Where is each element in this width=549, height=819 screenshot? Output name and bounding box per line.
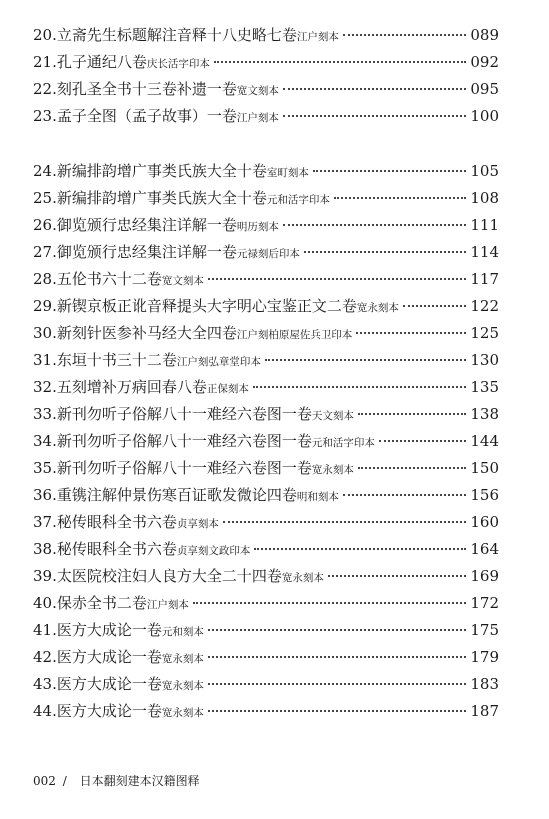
entry-title: 五伦书六十二卷 — [56, 270, 162, 288]
entry-page-number: 175 — [470, 621, 499, 639]
toc-entry[interactable] — [33, 239, 499, 266]
toc-entry[interactable] — [33, 293, 499, 320]
entry-page-number: 179 — [470, 648, 499, 666]
dot-leader — [328, 575, 466, 577]
entry-number: 34. — [33, 432, 57, 450]
dot-leader — [379, 440, 466, 442]
entry-edition: 元和活字印本 — [311, 437, 375, 449]
entry-title: 医方大成论一卷 — [56, 648, 162, 666]
entry-number: 24. — [33, 162, 57, 180]
dot-leader — [208, 683, 466, 685]
dot-leader — [208, 278, 466, 280]
entry-page-number: 122 — [470, 297, 499, 315]
entry-edition: 宽永刻本 — [161, 680, 204, 692]
toc-entry[interactable] — [33, 698, 499, 725]
entry-title: 保赤全书二卷 — [56, 594, 147, 612]
dot-leader — [403, 305, 466, 307]
toc-entry[interactable] — [33, 347, 499, 374]
entry-page-number: 138 — [470, 405, 499, 423]
dot-leader — [334, 197, 466, 199]
toc-entry[interactable] — [33, 482, 499, 509]
entry-page-number: 092 — [470, 53, 499, 71]
entry-title: 新刊勿听子俗解八十一难经六卷图一卷 — [56, 459, 312, 477]
entry-title: 御览颁行忠经集注详解一卷 — [56, 216, 237, 234]
entry-number: 44. — [33, 702, 57, 720]
entry-number: 43. — [33, 675, 57, 693]
entry-number: 37. — [33, 513, 57, 531]
entry-page-number: 144 — [470, 432, 499, 450]
entry-title: 东垣十书三十二卷 — [56, 351, 177, 369]
entry-page-number: 135 — [470, 378, 499, 396]
entry-number: 20. — [33, 26, 57, 44]
footer-page-number: 002 — [33, 774, 56, 788]
entry-edition: 江户刻本 — [236, 112, 279, 124]
entry-title: 太医院校注妇人良方大全二十四卷 — [56, 567, 282, 585]
dot-leader — [208, 656, 466, 658]
entry-number: 31. — [33, 351, 57, 369]
entry-title: 新锲京板正讹音释提头大字明心宝鉴正文二卷 — [56, 297, 357, 315]
dot-leader — [304, 251, 466, 253]
entry-title: 医方大成论一卷 — [56, 675, 162, 693]
entry-page-number: 172 — [470, 594, 499, 612]
entry-title: 秘传眼科全书六卷 — [56, 513, 177, 531]
dot-leader — [358, 413, 466, 415]
entry-edition: 宽永刻本 — [356, 302, 399, 314]
entry-number: 33. — [33, 405, 57, 423]
entry-number: 27. — [33, 243, 57, 261]
toc-group-2 — [33, 158, 499, 725]
dot-leader — [254, 548, 466, 550]
entry-edition: 宽永刻本 — [281, 572, 324, 584]
entry-number: 36. — [33, 486, 57, 504]
entry-edition: 元和刻本 — [161, 626, 204, 638]
entry-page-number: 105 — [470, 162, 499, 180]
entry-number: 23. — [33, 107, 57, 125]
entry-title: 新编排韵增广事类氏族大全十卷 — [56, 162, 267, 180]
entry-title: 立斋先生标题解注音释十八史略七卷 — [56, 26, 297, 44]
entry-edition: 宽文刻本 — [161, 275, 204, 287]
entry-number: 25. — [33, 189, 57, 207]
entry-number: 21. — [33, 53, 57, 71]
entry-page-number: 095 — [470, 80, 499, 98]
entry-title: 孟子全图（孟子故事）一卷 — [56, 107, 237, 125]
toc-entry[interactable] — [33, 22, 499, 49]
entry-page-number: 114 — [470, 243, 499, 261]
footer-book-title: 日本翻刻建本汉籍图释 — [79, 774, 200, 788]
dot-leader — [343, 494, 466, 496]
entry-edition: 江户刻本 — [296, 31, 339, 43]
entry-title: 五刻增补万病回春八卷 — [56, 378, 207, 396]
entry-edition: 庆长活字印本 — [146, 58, 210, 70]
toc-entry[interactable] — [33, 617, 499, 644]
dot-leader — [214, 61, 466, 63]
entry-page-number: 169 — [470, 567, 499, 585]
entry-page-number: 160 — [470, 513, 499, 531]
dot-leader — [313, 170, 466, 172]
entry-number: 28. — [33, 270, 57, 288]
toc-entry[interactable] — [33, 563, 499, 590]
dot-leader — [283, 115, 466, 117]
toc-entry[interactable] — [33, 212, 499, 239]
entry-number: 39. — [33, 567, 57, 585]
entry-edition: 明历刻本 — [236, 221, 279, 233]
entry-title: 医方大成论一卷 — [56, 702, 162, 720]
entry-edition: 贞享刻文政印本 — [176, 545, 251, 557]
dot-leader — [283, 224, 466, 226]
entry-page-number: 089 — [470, 26, 499, 44]
toc-entry[interactable] — [33, 103, 499, 130]
toc-entry[interactable] — [33, 185, 499, 212]
entry-title: 重镌注解仲景伤寒百证歌发微论四卷 — [56, 486, 297, 504]
toc-entry[interactable] — [33, 76, 499, 103]
entry-title: 医方大成论一卷 — [56, 621, 162, 639]
entry-number: 35. — [33, 459, 57, 477]
dot-leader — [343, 34, 466, 36]
entry-page-number: 117 — [470, 270, 499, 288]
entry-edition: 元禄刻后印本 — [236, 248, 300, 260]
toc-entry[interactable] — [33, 374, 499, 401]
entry-title: 秘传眼科全书六卷 — [56, 540, 177, 558]
dot-leader — [223, 521, 466, 523]
entry-page-number: 108 — [470, 189, 499, 207]
entry-number: 40. — [33, 594, 57, 612]
dot-leader — [265, 359, 466, 361]
entry-edition: 宽文刻本 — [236, 85, 279, 97]
footer-separator: / — [62, 774, 67, 788]
entry-title: 刻孔圣全书十三卷补遗一卷 — [56, 80, 237, 98]
entry-edition: 宽永刻本 — [311, 464, 354, 476]
page-footer — [33, 772, 200, 789]
entry-page-number: 164 — [470, 540, 499, 558]
dot-leader — [253, 386, 466, 388]
toc-entry[interactable] — [33, 266, 499, 293]
entry-edition: 江户刻本 — [146, 599, 189, 611]
entry-page-number: 183 — [470, 675, 499, 693]
entry-number: 29. — [33, 297, 57, 315]
toc-entry[interactable] — [33, 455, 499, 482]
dot-leader — [356, 332, 466, 334]
entry-edition: 江户刻柏原屋佐兵卫印本 — [236, 329, 353, 341]
entry-number: 32. — [33, 378, 57, 396]
entry-number: 41. — [33, 621, 57, 639]
toc-entry[interactable] — [33, 536, 499, 563]
entry-title: 孔子通纪八卷 — [56, 53, 147, 71]
entry-page-number: 125 — [470, 324, 499, 342]
entry-title: 新编排韵增广事类氏族大全十卷 — [56, 189, 267, 207]
dot-leader — [208, 710, 466, 712]
entry-title: 御览颁行忠经集注详解一卷 — [56, 243, 237, 261]
entry-page-number: 130 — [470, 351, 499, 369]
entry-title: 新刊勿听子俗解八十一难经六卷图一卷 — [56, 432, 312, 450]
entry-edition: 元和活字印本 — [266, 194, 330, 206]
entry-number: 26. — [33, 216, 57, 234]
entry-page-number: 100 — [470, 107, 499, 125]
entry-page-number: 150 — [470, 459, 499, 477]
entry-edition: 明和刻本 — [296, 491, 339, 503]
entry-edition: 江户刻弘章堂印本 — [176, 356, 261, 368]
entry-edition: 室町刻本 — [266, 167, 309, 179]
entry-page-number: 187 — [470, 702, 499, 720]
toc-entry[interactable] — [33, 428, 499, 455]
toc-entry[interactable] — [33, 320, 499, 347]
dot-leader — [283, 88, 466, 90]
toc-entry[interactable] — [33, 590, 499, 617]
entry-edition: 宽永刻本 — [161, 707, 204, 719]
toc-group-1 — [33, 22, 499, 130]
entry-edition: 天文刻本 — [311, 410, 354, 422]
toc-entry[interactable] — [33, 644, 499, 671]
toc-entry[interactable] — [33, 671, 499, 698]
dot-leader — [208, 629, 466, 631]
entry-edition: 正保刻本 — [206, 383, 249, 395]
dot-leader — [358, 467, 466, 469]
entry-number: 22. — [33, 80, 57, 98]
dot-leader — [193, 602, 466, 604]
entry-title: 新刊勿听子俗解八十一难经六卷图一卷 — [56, 405, 312, 423]
entry-number: 38. — [33, 540, 57, 558]
toc-entry[interactable] — [33, 509, 499, 536]
entry-number: 30. — [33, 324, 57, 342]
toc-entry[interactable] — [33, 158, 499, 185]
entry-edition: 宽永刻本 — [161, 653, 204, 665]
entry-title: 新刻针医参补马经大全四卷 — [56, 324, 237, 342]
toc-entry[interactable] — [33, 401, 499, 428]
toc-entry[interactable] — [33, 49, 499, 76]
entry-page-number: 111 — [470, 216, 499, 234]
entry-page-number: 156 — [470, 486, 499, 504]
entry-edition: 贞享刻本 — [176, 518, 219, 530]
entry-number: 42. — [33, 648, 57, 666]
